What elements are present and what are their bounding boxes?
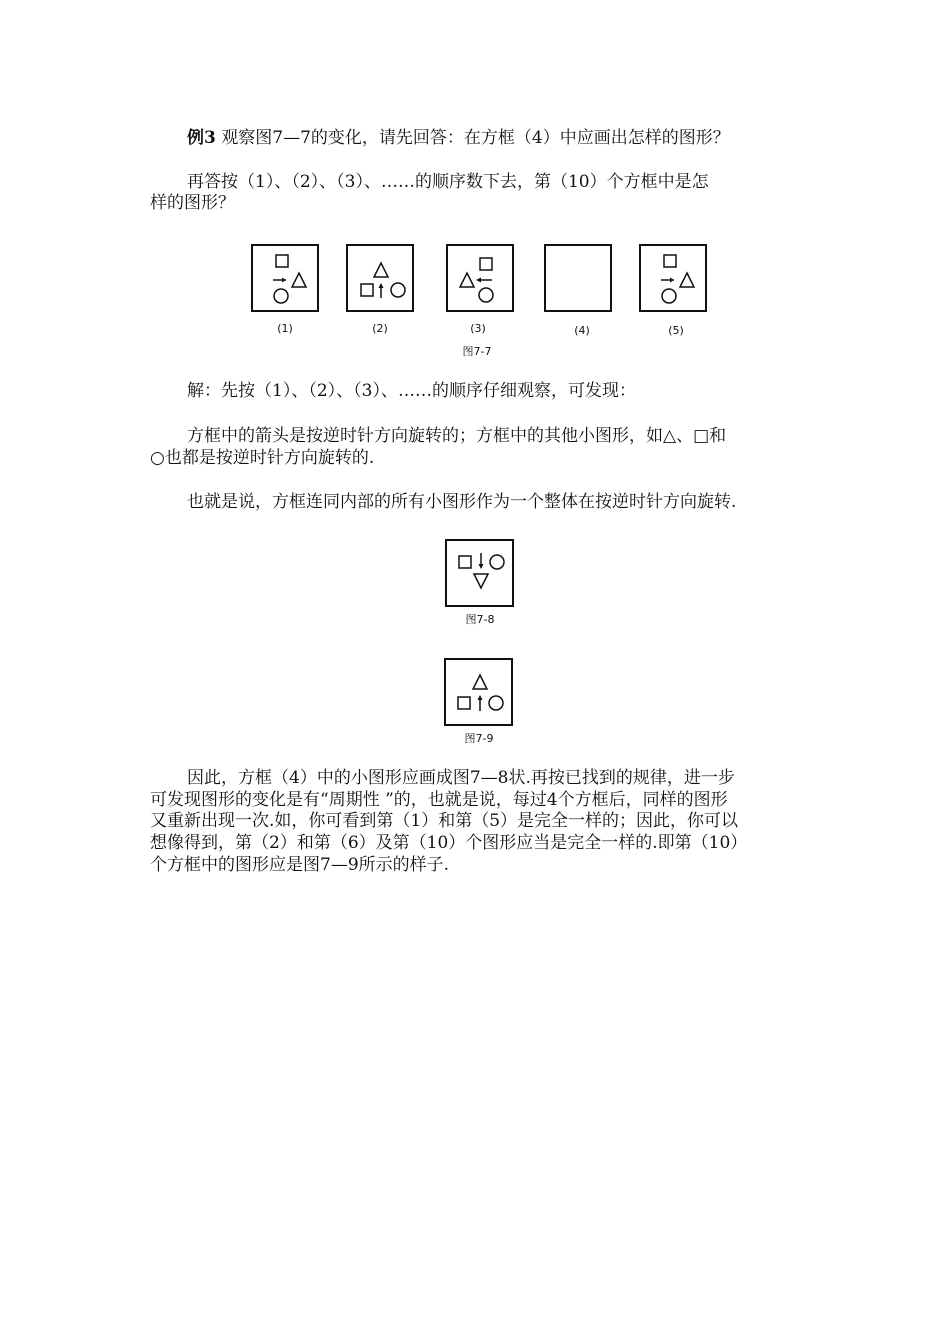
arrowhead bbox=[282, 278, 286, 283]
figure-7-9-caption: 图7-9 bbox=[464, 732, 494, 745]
box-1-drawing bbox=[253, 246, 317, 310]
box-2-drawing bbox=[348, 246, 412, 310]
figure-box-5 bbox=[639, 244, 707, 312]
arrowhead bbox=[476, 278, 481, 283]
figure-box-2 bbox=[346, 244, 414, 312]
intro-text: 观察图7—7的变化，请先回答：在方框（4）中应画出怎样的图形？ bbox=[221, 128, 730, 148]
box-3-drawing bbox=[448, 246, 512, 310]
figure-7-7-caption: 图7-7 bbox=[462, 345, 492, 358]
paragraph-2-line-2: ○也都是按逆时针方向旋转的. bbox=[150, 448, 375, 468]
figure-box-3 bbox=[446, 244, 514, 312]
triangle-icon bbox=[680, 273, 694, 287]
paragraph-2-line-1: 方框中的箭头是按逆时针方向旋转的；方框中的其他小图形，如△、□和 bbox=[187, 426, 727, 446]
square-icon bbox=[276, 255, 288, 267]
figure-label-4: (4) bbox=[574, 324, 590, 337]
figure-label-5: (5) bbox=[668, 324, 684, 337]
example-label: 例3 bbox=[187, 128, 216, 148]
box-5-drawing bbox=[641, 246, 705, 310]
circle-icon bbox=[490, 555, 504, 569]
solution-line: 解：先按（1）、（2）、（3）、……的顺序仔细观察，可发现： bbox=[187, 381, 636, 401]
figure-7-9-drawing bbox=[446, 660, 511, 724]
triangle-icon bbox=[473, 675, 487, 689]
figure-7-8-caption: 图7-8 bbox=[465, 613, 495, 626]
conclusion-line-5: 个方框中的图形应是图7—9所示的样子. bbox=[150, 855, 450, 875]
arrowhead bbox=[479, 564, 484, 569]
triangle-icon bbox=[374, 263, 388, 277]
circle-icon bbox=[274, 289, 288, 303]
conclusion-line-3: 又重新出现一次.如，你可看到第（1）和第（5）是完全一样的；因此，你可以 bbox=[150, 811, 739, 831]
figure-box-4-empty bbox=[544, 244, 612, 312]
circle-icon bbox=[391, 283, 405, 297]
paragraph-3-line: 也就是说，方框连同内部的所有小图形作为一个整体在按逆时针方向旋转. bbox=[187, 492, 737, 512]
triangle-icon bbox=[292, 273, 306, 287]
figure-label-3: (3) bbox=[470, 322, 486, 335]
triangle-icon bbox=[460, 273, 474, 287]
conclusion-line-2: 可发现图形的变化是有“周期性 ”的，也就是说，每过4个方框后，同样的图形 bbox=[150, 790, 728, 810]
square-icon bbox=[459, 556, 471, 568]
conclusion-line-1: 因此，方框（4）中的小图形应画成图7—8状.再按已找到的规律，进一步 bbox=[187, 768, 735, 788]
square-icon bbox=[480, 258, 492, 270]
circle-icon bbox=[489, 696, 503, 710]
question-line-2: 样的图形？ bbox=[150, 193, 235, 213]
figure-label-2: (2) bbox=[372, 322, 388, 335]
figure-7-8-drawing bbox=[447, 541, 512, 605]
question-line-1: 再答按（1）、（2）、（3）、……的顺序数下去，第（10）个方框中是怎 bbox=[187, 172, 709, 192]
conclusion-line-4: 想像得到，第（2）和第（6）及第（10）个图形应当是完全一样的.即第（10） bbox=[150, 833, 748, 853]
triangle-down-icon bbox=[474, 574, 488, 588]
example-heading bbox=[187, 128, 730, 149]
figure-7-8 bbox=[445, 539, 514, 607]
arrowhead bbox=[478, 695, 483, 700]
circle-icon bbox=[479, 288, 493, 302]
square-icon bbox=[458, 697, 470, 709]
figure-box-1 bbox=[251, 244, 319, 312]
arrowhead bbox=[670, 278, 674, 283]
figure-label-1: (1) bbox=[277, 322, 293, 335]
circle-icon bbox=[662, 289, 676, 303]
square-icon bbox=[664, 255, 676, 267]
figure-7-9 bbox=[444, 658, 513, 726]
square-icon bbox=[361, 284, 373, 296]
arrowhead bbox=[379, 283, 384, 288]
